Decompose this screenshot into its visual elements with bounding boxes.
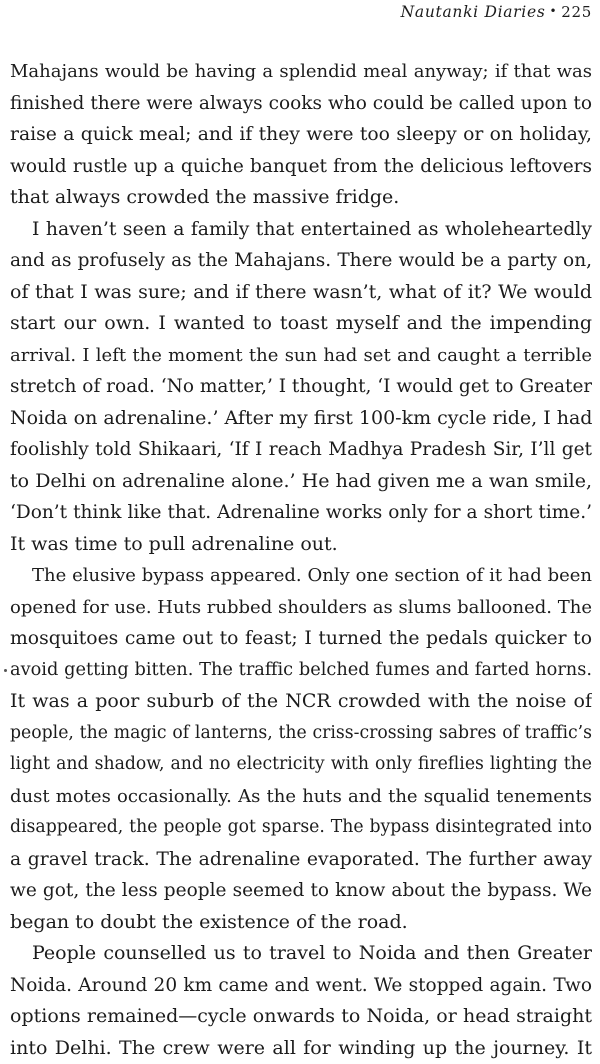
text-line: options remained—cycle onwards to Noida, or head straight xyxy=(10,1001,592,1033)
text-line: Mahajans would be having a splendid meal anyway; if that was xyxy=(10,56,592,88)
page-number: 225 xyxy=(561,3,592,21)
body-text xyxy=(10,56,592,1064)
text-line: disappeared, the people got sparse. The bypass disintegrated into xyxy=(10,812,592,844)
text-line: of that I was sure; and if there wasn’t, what of it? We would xyxy=(10,277,592,309)
text-line: that always crowded the massive fridge. xyxy=(10,182,592,214)
text-line: It was a poor suburb of the NCR crowded with the noise of xyxy=(10,686,592,718)
text-line: began to doubt the existence of the road. xyxy=(10,907,592,939)
text-line: people, the magic of lanterns, the criss-crossing sabres of traffic’s xyxy=(10,718,592,750)
text-line: I haven’t seen a family that entertained as wholeheartedly xyxy=(10,214,592,246)
paragraph-3 xyxy=(10,560,592,938)
text-line: Noida on adrenaline.’ After my first 100-km cycle ride, I had xyxy=(10,403,592,435)
text-line: It was time to pull adrenaline out. xyxy=(10,529,592,561)
text-line: The elusive bypass appeared. Only one section of it had been xyxy=(10,560,592,592)
text-line: mosquitoes came out to feast; I turned the pedals quicker to xyxy=(10,623,592,655)
text-line: dust motes occasionally. As the huts and the squalid tenements xyxy=(10,781,592,813)
header-separator: • xyxy=(549,4,557,18)
text-line: stretch of road. ‘No matter,’ I thought, ‘I would get to Greater xyxy=(10,371,592,403)
running-header xyxy=(401,3,592,21)
text-line: arrival. I left the moment the sun had set and caught a terrible xyxy=(10,340,592,372)
text-line: ‘Don’t think like that. Adrenaline works only for a short time.’ xyxy=(10,497,592,529)
text-line: Noida. Around 20 km came and went. We stopped again. Two xyxy=(10,970,592,1002)
text-line: we got, the less people seemed to know about the bypass. We xyxy=(10,875,592,907)
text-line: finished there were always cooks who could be called upon to xyxy=(10,88,592,120)
paragraph-4 xyxy=(10,938,592,1064)
print-speck xyxy=(4,669,7,672)
paragraph-2 xyxy=(10,214,592,561)
text-line: light and shadow, and no electricity with only fireflies lighting the xyxy=(10,749,592,781)
text-line: raise a quick meal; and if they were too sleepy or on holiday, xyxy=(10,119,592,151)
book-title: Nautanki Diaries xyxy=(401,3,546,21)
text-line: to Delhi on adrenaline alone.’ He had given me a wan smile, xyxy=(10,466,592,498)
text-line: into Delhi. The crew were all for winding up the journey. It xyxy=(10,1033,592,1064)
text-line: and as profusely as the Mahajans. There would be a party on, xyxy=(10,245,592,277)
paragraph-1 xyxy=(10,56,592,214)
text-line: foolishly told Shikaari, ‘If I reach Madhya Pradesh Sir, I’ll get xyxy=(10,434,592,466)
text-line: opened for use. Huts rubbed shoulders as slums ballooned. The xyxy=(10,592,592,624)
text-line: start our own. I wanted to toast myself and the impending xyxy=(10,308,592,340)
text-line: avoid getting bitten. The traffic belched fumes and farted horns. xyxy=(10,655,592,687)
text-line: would rustle up a quiche banquet from the delicious leftovers xyxy=(10,151,592,183)
text-line: a gravel track. The adrenaline evaporated. The further away xyxy=(10,844,592,876)
text-line: People counselled us to travel to Noida and then Greater xyxy=(10,938,592,970)
